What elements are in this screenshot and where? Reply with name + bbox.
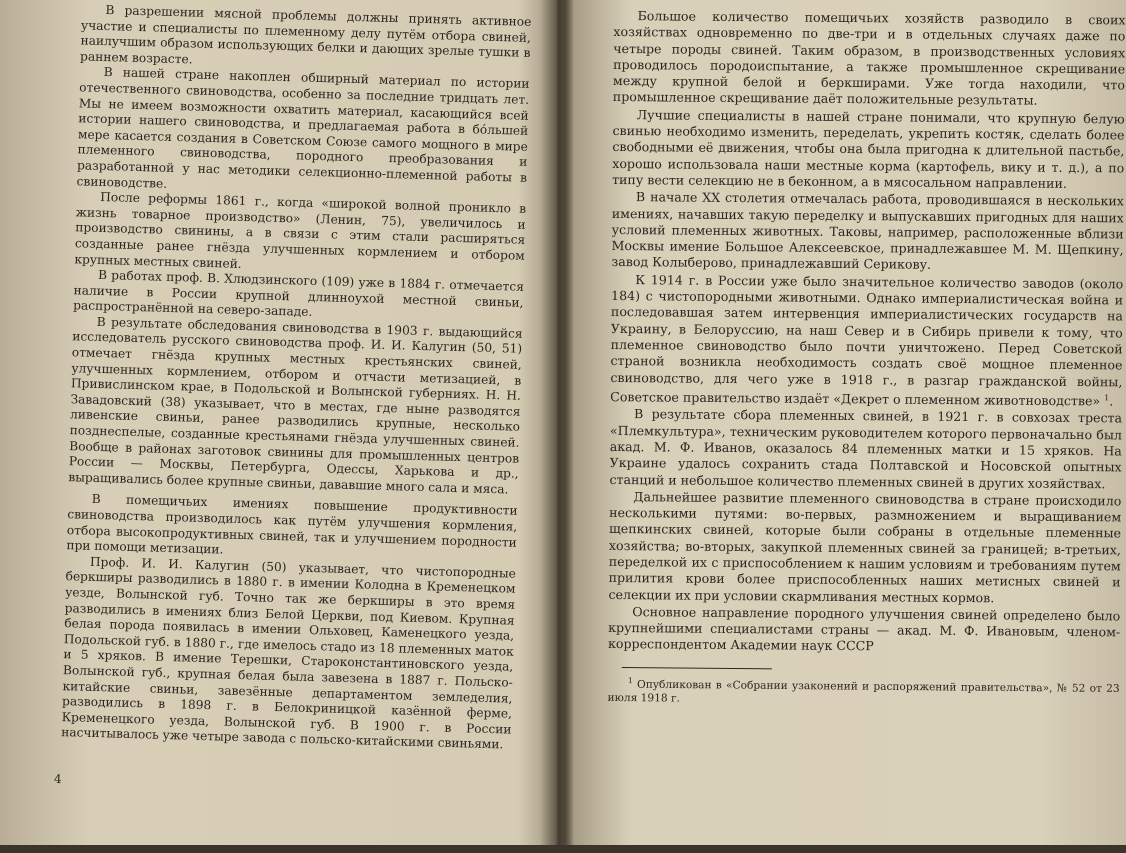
footnote	[608, 674, 1120, 710]
left-paragraph-2: В нашей стране накоплен обширный материал по истории отечественного свиноводства, особенно за последние тридцать лет. Мы не имеем возможности охватить материал, касающийся всей истории нашего свиноводства, и предлагаемая работа в бóльшей мере касается создания в Советском Союзе самого мощного в мире племенного свиноводства, породного преобразования и разработанной у нас методики селекционно-племенной работы в свиноводстве.	[76, 65, 530, 191]
left-paragraph-6: В помещичьих имениях повышение продуктивности свиноводства производилось как путём улучшения кормления, отбора высокопродуктивных свиней, так и улучшением породности при помощи метизации.	[66, 492, 518, 557]
footnote-text: Опубликован в «Собрании узаконений и распоряжений правительства», № 52 от 23 июля 1918 г.	[607, 678, 1120, 705]
left-paragraph-1: В разрешении мясной проблемы должны принять активное участие и специалисты по племенному делу путём отбора свиней, наилучшим образом использующих белки и дающих зрелые тушки в раннем возрасте.	[79, 3, 532, 67]
footnote-marker: 1	[627, 675, 633, 685]
right-paragraph-7: Основное направление породного улучшения свиней определено было крупнейшими специалистами страны — акад. М. Ф. Ивановым, членом-корреспондентом Академии наук СССР	[607, 604, 1121, 654]
left-paragraph-5: В результате обследования свиноводства в 1903 г. выдающийся исследователь русского свиноводства проф. И. И. Калугин (50, 51) отмечает гнёзда крупных местных крестьянских свиней, улучшенных кормлением, отбором и отчасти метизацией, в Привислинском крае, в Подольской и Волынской губерниях. Н. Н. Завадовский (38) указывает, что в местах, где ныне разводятся ливенские свиньи, ранее разводились крупные, несколько позднеспелые, созданные крестьянами гнёзда улучшенных свиней. Вообще в районах заготовок свинины для промышленных центров России — Москвы, Петербурга, Одессы, Харькова и др., выращивались более крупные свиньи, дававшие много сала и мяса.	[68, 314, 523, 497]
right-paragraph-4-text: К 1914 г. в России уже было значительное количество заводов (около 184) с чистопородными животными. Однако империалистическая война и последовавшая затем интервенция империалистических государств на Украину, в Белоруссию, на наш Север и в Сибирь привели к тому, что племенное свиноводство было почти уничтожено. Перед Советской страной возникла необходимость создать своё мощное племенное свиноводство, для чего уже в 1918 г., в разгар гражданской войны, Советское правительство издаёт «Декрет о племенном животноводстве»	[610, 271, 1124, 409]
left-paragraph-3: После реформы 1861 г., когда «широкой волной проникло в жизнь товарное производство» (Ленин, 75), увеличилось и производство свинины, а в связи с этим стали расширяться созданные ранее гнёзда улучшенных кормлением и отбором крупных местных свиней.	[74, 190, 527, 271]
right-paragraph-6: Дальнейшее развитие племенного свиноводства в стране происходило несколькими путями: во-первых, размножением и выращиванием щепкинских свиней, которые были собраны в отдельные племенные хозяйства; во-вторых, закупкой племенных свиней за границей; в-третьих, переделкой их с приспособлением к нашим условиям и требованиям путем прилития крови более приспособленных наших метисных свиней и селекции их при условии скармливания местных кормов.	[608, 488, 1122, 605]
footnote-divider	[622, 667, 772, 669]
right-paragraph-2: Лучшие специалисты в нашей стране понимали, что крупную белую свинью необходимо изменить, переделать, укрепить костяк, сделать более свободными её движения, чтобы она была пригодна к длительной пастьбе, хорошо использовала наши местные корма (картофель, вику и т. д.), а по типу вести селекцию не в беконном, а в мясосальном направлении.	[612, 106, 1125, 191]
page-number: 4	[53, 771, 62, 787]
right-paragraph-4: К 1914 г. в России уже было значительное количество заводов (около 184) с чистопородными животными. Однако империалистическая война и последовавшая затем интервенция империалистических государств на Украину, в Белоруссию, на наш Север и в Сибирь привели к тому, что племенное свиноводство было почти уничтожено. Перед Советской страной возникла необходимость создать своё мощное племенное свиноводство, для чего уже в 1918 г., в разгар гражданской войны, Советское правительство издаёт «Декрет о племенном животноводстве» $^1$.	[610, 271, 1124, 409]
left-paragraph-4: В работах проф. В. Хлюдзинского (109) уже в 1884 г. отмечается наличие в России крупной длинноухой местной свиньи, распространённой на северо-западе.	[72, 268, 525, 320]
footnote-reference: 1	[1104, 393, 1110, 403]
right-paragraph-1: Большое количество помещичьих хозяйств разводило в своих хозяйствах одновременно по две-три и в отдельных случаях даже по четыре породы свиней. Таким образом, в производственных условиях проводилось породоиспытание, а также промышленное скрещивание между крупной белой и беркширами. Уже тогда находили, что промышленное скрещивание даёт положительные результаты.	[612, 8, 1126, 109]
right-page	[562, 0, 1126, 847]
left-paragraph-7: Проф. И. И. Калугин (50) указывает, что чистопородные беркширы разводились в 1880 г. в имении Колодна в Кременецком уезде, Волынской губ. Точно так же беркширы в это время разводились в имениях близ Белой Церкви, под Киевом. Крупная белая порода появилась в имении Ольховец, Каменецкого уезда, Подольской губ. в 1880 г., где имелось стадо из 18 племенных маток и 5 хряков. В имение Терешки, Староконстантиновского уезда, Волынской губ., крупная белая была завезена в 1887 г. Польско-китайские свиньи, завезённые департаментом земледелия, разводились в 1898 г. в Белокриницкой казённой ферме, Кременецкого уезда, Волынской губ. В 1900 г. в России насчитывалось уже четыре завода с польско-китайскими свиньями.	[61, 554, 517, 752]
right-paragraph-5: В результате сбора племенных свиней, в 1921 г. в совхозах треста «Племкультура», техническим руководителем которого первоначально был акад. М. Ф. Иванов, оказалось 84 племенных матки и 15 хряков. На Украине удалось сохранить стада Полтавской и Носовской опытных станций и небольшое количество племенных свиней в других хозяйствах.	[609, 406, 1123, 491]
right-paragraph-3: В начале XX столетия отмечалась работа, проводившаяся в нескольких имениях, начавших такую переделку и выпускавших пригодных для наших условий племенных животных. Таковы, например, расположенные вблизи Москвы имение Большое Алексеевское, принадлежавшее М. М. Щепкину, завод Колыберово, принадлежавший Серикову.	[611, 189, 1125, 273]
